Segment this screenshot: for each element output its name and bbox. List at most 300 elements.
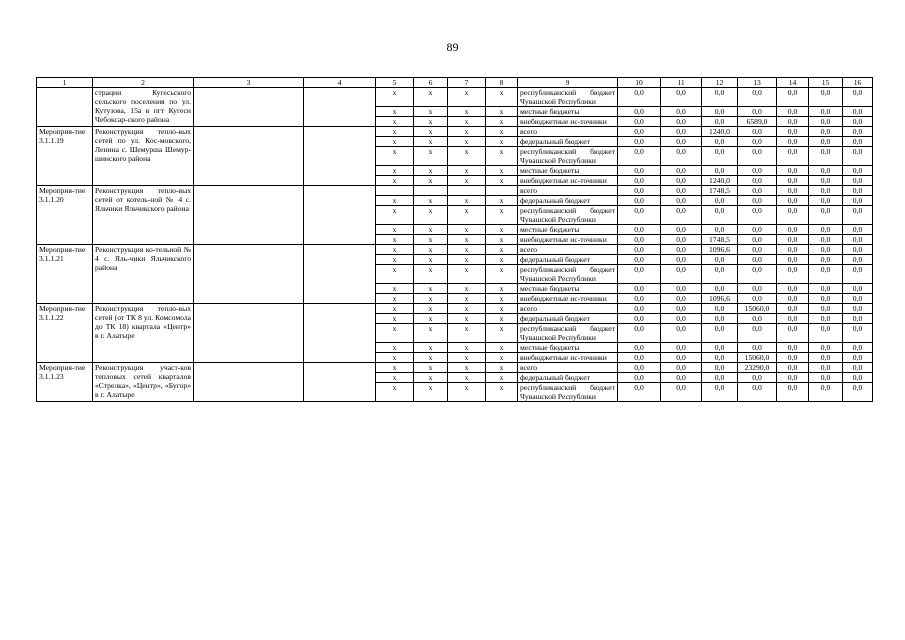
value-cell: 0,0 bbox=[843, 363, 873, 373]
code-cell: х bbox=[414, 107, 448, 117]
value-cell: 0,0 bbox=[618, 147, 661, 166]
code-cell: х bbox=[448, 137, 486, 147]
value-cell: 0,0 bbox=[618, 265, 661, 284]
value-cell: 0,0 bbox=[777, 343, 809, 353]
code-cell: х bbox=[376, 373, 414, 383]
value-cell: 0,0 bbox=[843, 196, 873, 206]
value-cell: 6589,0 bbox=[738, 117, 777, 127]
value-cell: 0,0 bbox=[738, 235, 777, 245]
code-cell: х bbox=[486, 314, 518, 324]
code-cell: х bbox=[414, 206, 448, 225]
value-cell: 15060,0 bbox=[738, 353, 777, 363]
participants-cell bbox=[304, 363, 376, 402]
value-cell: 0,0 bbox=[843, 225, 873, 235]
code-cell: х bbox=[414, 255, 448, 265]
value-cell: 0,0 bbox=[618, 127, 661, 137]
value-cell: 0,0 bbox=[738, 107, 777, 117]
funding-source: республиканский бюджет Чувашской Республики bbox=[518, 147, 618, 166]
value-cell: 0,0 bbox=[777, 186, 809, 196]
code-cell: х bbox=[448, 373, 486, 383]
program-table bbox=[36, 77, 873, 402]
code-cell: х bbox=[486, 235, 518, 245]
code-cell: х bbox=[414, 294, 448, 304]
code-cell: х bbox=[486, 294, 518, 304]
code-cell: х bbox=[486, 147, 518, 166]
funding-source: всего bbox=[518, 245, 618, 255]
value-cell: 0,0 bbox=[661, 137, 702, 147]
value-cell: 0,0 bbox=[809, 304, 843, 314]
value-cell: 23290,0 bbox=[738, 363, 777, 373]
event-label bbox=[37, 88, 93, 127]
value-cell: 0,0 bbox=[777, 245, 809, 255]
value-cell: 0,0 bbox=[618, 235, 661, 245]
value-cell: 0,0 bbox=[777, 324, 809, 343]
value-cell: 0,0 bbox=[661, 363, 702, 373]
value-cell: 0,0 bbox=[843, 127, 873, 137]
code-cell: х bbox=[448, 343, 486, 353]
column-header-11: 11 bbox=[661, 78, 702, 88]
code-cell: х bbox=[486, 88, 518, 107]
value-cell: 0,0 bbox=[809, 314, 843, 324]
event-description: Реконструкция тепло-вых сетей по ул. Кос-мовского, Ленина с. Шемурша Шемур-шинского района bbox=[93, 127, 194, 186]
code-cell: х bbox=[448, 176, 486, 186]
code-cell: х bbox=[486, 225, 518, 235]
value-cell: 0,0 bbox=[809, 363, 843, 373]
code-cell: х bbox=[376, 343, 414, 353]
funding-source: местные бюджеты bbox=[518, 107, 618, 117]
code-cell bbox=[448, 186, 486, 196]
value-cell: 0,0 bbox=[738, 88, 777, 107]
code-cell: х bbox=[376, 176, 414, 186]
code-cell: х bbox=[486, 363, 518, 373]
value-cell: 0,0 bbox=[777, 304, 809, 314]
value-cell: 0,0 bbox=[843, 147, 873, 166]
value-cell: 0,0 bbox=[702, 166, 738, 176]
funding-source: республиканский бюджет Чувашской Республики bbox=[518, 206, 618, 225]
value-cell: 0,0 bbox=[809, 166, 843, 176]
code-cell: х bbox=[376, 127, 414, 137]
event-description: Реконструкция ко-тельной № 4 с. Яль-чики Яльчикского района bbox=[93, 245, 194, 304]
code-cell: х bbox=[376, 265, 414, 284]
value-cell: 0,0 bbox=[661, 383, 702, 402]
table-row bbox=[37, 363, 873, 373]
value-cell: 0,0 bbox=[661, 176, 702, 186]
value-cell: 0,0 bbox=[618, 196, 661, 206]
value-cell: 0,0 bbox=[661, 196, 702, 206]
code-cell: х bbox=[376, 117, 414, 127]
code-cell: х bbox=[414, 176, 448, 186]
code-cell: х bbox=[448, 314, 486, 324]
code-cell: х bbox=[448, 147, 486, 166]
header-row bbox=[37, 78, 873, 88]
value-cell: 0,0 bbox=[777, 294, 809, 304]
value-cell: 0,0 bbox=[843, 117, 873, 127]
code-cell: х bbox=[376, 196, 414, 206]
code-cell: х bbox=[376, 255, 414, 265]
value-cell: 0,0 bbox=[618, 255, 661, 265]
table-row bbox=[37, 127, 873, 137]
column-header-9: 9 bbox=[518, 78, 618, 88]
code-cell: х bbox=[448, 265, 486, 284]
code-cell: х bbox=[414, 137, 448, 147]
value-cell: 0,0 bbox=[661, 206, 702, 225]
value-cell: 0,0 bbox=[661, 107, 702, 117]
value-cell: 0,0 bbox=[843, 304, 873, 314]
code-cell: х bbox=[414, 225, 448, 235]
funding-source: всего bbox=[518, 127, 618, 137]
code-cell bbox=[414, 186, 448, 196]
value-cell: 0,0 bbox=[661, 147, 702, 166]
event-label: Мероприя-тие 3.1.1.22 bbox=[37, 304, 93, 363]
code-cell: х bbox=[486, 383, 518, 402]
code-cell: х bbox=[376, 304, 414, 314]
value-cell: 0,0 bbox=[809, 186, 843, 196]
value-cell: 0,0 bbox=[618, 245, 661, 255]
funding-source: республиканский бюджет Чувашской Республики bbox=[518, 88, 618, 107]
code-cell: х bbox=[376, 353, 414, 363]
funding-source: местные бюджеты bbox=[518, 166, 618, 176]
event-label: Мероприя-тие 3.1.1.20 bbox=[37, 186, 93, 245]
value-cell: 0,0 bbox=[843, 343, 873, 353]
code-cell: х bbox=[486, 196, 518, 206]
value-cell: 0,0 bbox=[843, 88, 873, 107]
code-cell: х bbox=[448, 255, 486, 265]
event-description: Реконструкция тепло-вых сетей от котель-ной № 4 с. Яльчики Яльчикского района bbox=[93, 186, 194, 245]
value-cell: 0,0 bbox=[738, 245, 777, 255]
code-cell: х bbox=[448, 88, 486, 107]
funding-source: внебюджетные ис-точники bbox=[518, 176, 618, 186]
code-cell: х bbox=[486, 255, 518, 265]
value-cell: 0,0 bbox=[618, 88, 661, 107]
code-cell: х bbox=[448, 304, 486, 314]
table-body bbox=[37, 78, 873, 402]
responsible-cell bbox=[194, 363, 304, 402]
value-cell: 0,0 bbox=[809, 117, 843, 127]
value-cell: 0,0 bbox=[809, 107, 843, 117]
value-cell: 0,0 bbox=[738, 225, 777, 235]
value-cell: 0,0 bbox=[618, 343, 661, 353]
value-cell: 0,0 bbox=[702, 324, 738, 343]
code-cell bbox=[376, 186, 414, 196]
code-cell: х bbox=[414, 166, 448, 176]
funding-source: местные бюджеты bbox=[518, 284, 618, 294]
value-cell: 0,0 bbox=[843, 235, 873, 245]
value-cell: 0,0 bbox=[702, 304, 738, 314]
code-cell: х bbox=[448, 235, 486, 245]
funding-source: федеральный бюджет bbox=[518, 314, 618, 324]
value-cell: 0,0 bbox=[809, 196, 843, 206]
value-cell: 0,0 bbox=[843, 255, 873, 265]
value-cell: 0,0 bbox=[777, 147, 809, 166]
value-cell: 0,0 bbox=[809, 225, 843, 235]
code-cell: х bbox=[486, 176, 518, 186]
column-header-14: 14 bbox=[777, 78, 809, 88]
value-cell: 0,0 bbox=[702, 225, 738, 235]
funding-source: всего bbox=[518, 363, 618, 373]
value-cell: 0,0 bbox=[738, 343, 777, 353]
value-cell: 0,0 bbox=[777, 107, 809, 117]
code-cell: х bbox=[486, 166, 518, 176]
event-label: Мероприя-тие 3.1.1.21 bbox=[37, 245, 93, 304]
value-cell: 0,0 bbox=[661, 265, 702, 284]
value-cell: 0,0 bbox=[843, 137, 873, 147]
value-cell: 0,0 bbox=[661, 235, 702, 245]
value-cell: 0,0 bbox=[661, 166, 702, 176]
code-cell: х bbox=[414, 127, 448, 137]
funding-source: республиканский бюджет Чувашской Республики bbox=[518, 383, 618, 402]
funding-source: местные бюджеты bbox=[518, 225, 618, 235]
funding-source: республиканский бюджет Чувашской Республики bbox=[518, 324, 618, 343]
value-cell: 0,0 bbox=[618, 137, 661, 147]
code-cell: х bbox=[376, 166, 414, 176]
funding-source: всего bbox=[518, 304, 618, 314]
code-cell: х bbox=[414, 343, 448, 353]
value-cell: 0,0 bbox=[777, 196, 809, 206]
code-cell: х bbox=[376, 235, 414, 245]
value-cell: 0,0 bbox=[618, 107, 661, 117]
value-cell: 0,0 bbox=[738, 294, 777, 304]
value-cell: 0,0 bbox=[777, 166, 809, 176]
value-cell: 0,0 bbox=[843, 176, 873, 186]
value-cell: 0,0 bbox=[618, 166, 661, 176]
value-cell: 0,0 bbox=[777, 314, 809, 324]
value-cell: 0,0 bbox=[738, 373, 777, 383]
code-cell: х bbox=[486, 284, 518, 294]
value-cell: 0,0 bbox=[702, 117, 738, 127]
responsible-cell bbox=[194, 127, 304, 186]
code-cell: х bbox=[376, 88, 414, 107]
value-cell: 0,0 bbox=[702, 265, 738, 284]
event-label: Мероприя-тие 3.1.1.23 bbox=[37, 363, 93, 402]
value-cell: 0,0 bbox=[738, 314, 777, 324]
value-cell: 0,0 bbox=[618, 284, 661, 294]
value-cell: 0,0 bbox=[777, 265, 809, 284]
participants-cell bbox=[304, 245, 376, 304]
value-cell: 0,0 bbox=[661, 353, 702, 363]
value-cell: 0,0 bbox=[661, 255, 702, 265]
code-cell: х bbox=[414, 314, 448, 324]
value-cell: 0,0 bbox=[738, 284, 777, 294]
column-header-16: 16 bbox=[843, 78, 873, 88]
code-cell: х bbox=[486, 107, 518, 117]
code-cell: х bbox=[448, 363, 486, 373]
code-cell bbox=[486, 186, 518, 196]
value-cell: 0,0 bbox=[809, 353, 843, 363]
value-cell: 0,0 bbox=[702, 206, 738, 225]
value-cell: 0,0 bbox=[777, 383, 809, 402]
value-cell: 0,0 bbox=[618, 304, 661, 314]
code-cell: х bbox=[376, 363, 414, 373]
value-cell: 0,0 bbox=[661, 186, 702, 196]
participants-cell bbox=[304, 127, 376, 186]
value-cell: 1096,6 bbox=[702, 294, 738, 304]
value-cell: 0,0 bbox=[702, 137, 738, 147]
page-number: 89 bbox=[446, 40, 459, 54]
participants-cell bbox=[304, 88, 376, 127]
code-cell: х bbox=[486, 245, 518, 255]
value-cell: 0,0 bbox=[618, 117, 661, 127]
value-cell: 0,0 bbox=[738, 383, 777, 402]
code-cell: х bbox=[448, 284, 486, 294]
value-cell: 0,0 bbox=[809, 324, 843, 343]
value-cell: 0,0 bbox=[738, 176, 777, 186]
code-cell: х bbox=[376, 107, 414, 117]
column-header-4: 4 bbox=[304, 78, 376, 88]
value-cell: 0,0 bbox=[777, 176, 809, 186]
code-cell: х bbox=[448, 383, 486, 402]
column-header-10: 10 bbox=[618, 78, 661, 88]
value-cell: 0,0 bbox=[777, 88, 809, 107]
funding-source: местные бюджеты bbox=[518, 343, 618, 353]
value-cell: 1748,5 bbox=[702, 186, 738, 196]
funding-source: федеральный бюджет bbox=[518, 255, 618, 265]
code-cell: х bbox=[376, 324, 414, 343]
value-cell: 0,0 bbox=[777, 284, 809, 294]
value-cell: 0,0 bbox=[618, 314, 661, 324]
code-cell: х bbox=[376, 294, 414, 304]
value-cell: 0,0 bbox=[809, 176, 843, 186]
value-cell: 0,0 bbox=[702, 363, 738, 373]
value-cell: 0,0 bbox=[702, 353, 738, 363]
value-cell: 0,0 bbox=[702, 314, 738, 324]
value-cell: 0,0 bbox=[661, 294, 702, 304]
code-cell: х bbox=[486, 324, 518, 343]
code-cell: х bbox=[448, 206, 486, 225]
funding-source: всего bbox=[518, 186, 618, 196]
code-cell: х bbox=[376, 284, 414, 294]
value-cell: 0,0 bbox=[843, 206, 873, 225]
code-cell: х bbox=[376, 225, 414, 235]
funding-source: внебюджетные ис-точники bbox=[518, 353, 618, 363]
value-cell: 0,0 bbox=[777, 137, 809, 147]
value-cell: 0,0 bbox=[777, 363, 809, 373]
value-cell: 0,0 bbox=[809, 373, 843, 383]
value-cell: 0,0 bbox=[777, 206, 809, 225]
code-cell: х bbox=[414, 353, 448, 363]
value-cell: 0,0 bbox=[702, 147, 738, 166]
value-cell: 0,0 bbox=[702, 88, 738, 107]
code-cell: х bbox=[414, 196, 448, 206]
value-cell: 0,0 bbox=[843, 265, 873, 284]
value-cell: 0,0 bbox=[809, 383, 843, 402]
code-cell: х bbox=[486, 117, 518, 127]
value-cell: 0,0 bbox=[738, 186, 777, 196]
value-cell: 0,0 bbox=[809, 147, 843, 166]
value-cell: 0,0 bbox=[809, 255, 843, 265]
value-cell: 0,0 bbox=[702, 284, 738, 294]
code-cell: х bbox=[414, 245, 448, 255]
code-cell: х bbox=[448, 127, 486, 137]
value-cell: 1240,0 bbox=[702, 127, 738, 137]
value-cell: 0,0 bbox=[843, 353, 873, 363]
code-cell: х bbox=[414, 88, 448, 107]
code-cell: х bbox=[448, 353, 486, 363]
code-cell: х bbox=[486, 353, 518, 363]
column-header-3: 3 bbox=[194, 78, 304, 88]
code-cell: х bbox=[448, 107, 486, 117]
value-cell: 0,0 bbox=[843, 284, 873, 294]
code-cell: х bbox=[448, 225, 486, 235]
code-cell: х bbox=[376, 137, 414, 147]
value-cell: 0,0 bbox=[661, 88, 702, 107]
code-cell: х bbox=[376, 245, 414, 255]
value-cell: 0,0 bbox=[661, 284, 702, 294]
value-cell: 0,0 bbox=[661, 225, 702, 235]
code-cell: х bbox=[376, 206, 414, 225]
value-cell: 0,0 bbox=[661, 314, 702, 324]
value-cell: 0,0 bbox=[843, 383, 873, 402]
value-cell: 0,0 bbox=[618, 294, 661, 304]
value-cell: 0,0 bbox=[777, 255, 809, 265]
funding-source: внебюджетные ис-точники bbox=[518, 235, 618, 245]
code-cell: х bbox=[414, 363, 448, 373]
value-cell: 0,0 bbox=[738, 265, 777, 284]
value-cell: 0,0 bbox=[661, 304, 702, 314]
code-cell: х bbox=[414, 284, 448, 294]
code-cell: х bbox=[486, 206, 518, 225]
table-row bbox=[37, 245, 873, 255]
value-cell: 0,0 bbox=[702, 343, 738, 353]
code-cell: х bbox=[414, 324, 448, 343]
code-cell: х bbox=[376, 314, 414, 324]
code-cell: х bbox=[414, 147, 448, 166]
value-cell: 0,0 bbox=[809, 343, 843, 353]
column-header-1: 1 bbox=[37, 78, 93, 88]
value-cell: 0,0 bbox=[702, 107, 738, 117]
value-cell: 0,0 bbox=[661, 127, 702, 137]
value-cell: 0,0 bbox=[843, 166, 873, 176]
code-cell: х bbox=[414, 383, 448, 402]
code-cell: х bbox=[486, 137, 518, 147]
value-cell: 0,0 bbox=[843, 294, 873, 304]
value-cell: 0,0 bbox=[843, 245, 873, 255]
value-cell: 0,0 bbox=[738, 206, 777, 225]
value-cell: 0,0 bbox=[618, 206, 661, 225]
value-cell: 0,0 bbox=[618, 225, 661, 235]
column-header-6: 6 bbox=[414, 78, 448, 88]
funding-source: республиканский бюджет Чувашской Республики bbox=[518, 265, 618, 284]
value-cell: 1748,5 bbox=[702, 235, 738, 245]
event-label: Мероприя-тие 3.1.1.19 bbox=[37, 127, 93, 186]
code-cell: х bbox=[448, 117, 486, 127]
participants-cell bbox=[304, 304, 376, 363]
value-cell: 0,0 bbox=[618, 353, 661, 363]
value-cell: 1240,0 bbox=[702, 176, 738, 186]
value-cell: 1096,6 bbox=[702, 245, 738, 255]
event-description: страции Кугесьского сельского поселения по ул. Кутузова, 15а в пгт Кугеси Чебоксар-ского района bbox=[93, 88, 194, 127]
value-cell: 0,0 bbox=[809, 235, 843, 245]
value-cell: 15060,0 bbox=[738, 304, 777, 314]
value-cell: 0,0 bbox=[618, 176, 661, 186]
column-header-2: 2 bbox=[93, 78, 194, 88]
participants-cell bbox=[304, 186, 376, 245]
value-cell: 0,0 bbox=[738, 147, 777, 166]
value-cell: 0,0 bbox=[809, 284, 843, 294]
value-cell: 0,0 bbox=[738, 324, 777, 343]
value-cell: 0,0 bbox=[661, 117, 702, 127]
table-row bbox=[37, 88, 873, 107]
value-cell: 0,0 bbox=[777, 117, 809, 127]
value-cell: 0,0 bbox=[618, 373, 661, 383]
value-cell: 0,0 bbox=[809, 265, 843, 284]
value-cell: 0,0 bbox=[843, 314, 873, 324]
value-cell: 0,0 bbox=[809, 137, 843, 147]
value-cell: 0,0 bbox=[618, 363, 661, 373]
code-cell: х bbox=[486, 265, 518, 284]
value-cell: 0,0 bbox=[661, 343, 702, 353]
value-cell: 0,0 bbox=[661, 373, 702, 383]
responsible-cell bbox=[194, 186, 304, 245]
